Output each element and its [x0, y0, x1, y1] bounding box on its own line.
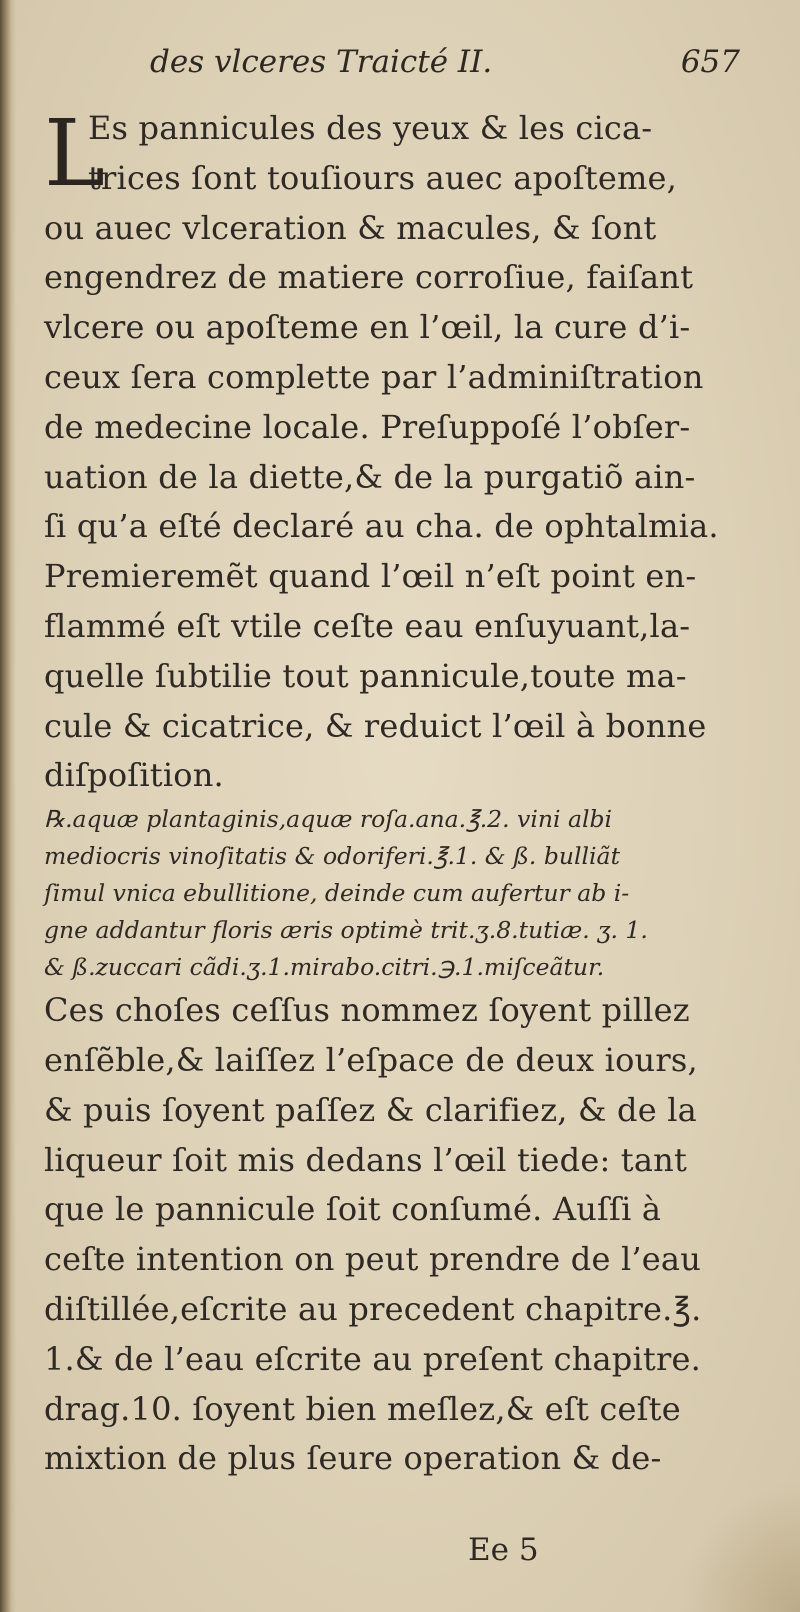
recipe-line: gne addantur floris æris optimè trit.ʒ.8.tutiæ. ʒ. 1. [44, 916, 648, 945]
recipe-line: ſimul vnica ebullitione, deinde cum aufertur ab i- [44, 879, 630, 908]
text-line: & puis ſoyent paſſez & clarifiez, & de la [44, 1090, 697, 1129]
text-line: ſi qu’a eſté declaré au cha. de ophtalmia. [44, 507, 719, 546]
catchword-signature: Ee 5 [468, 1532, 539, 1568]
text-line: diſtillée,eſcrite au precedent chapitre.℥. [44, 1289, 702, 1328]
text-line: de medecine locale. Preſuppoſé l’obſer- [44, 407, 691, 446]
page-number: 657 [680, 44, 740, 80]
drop-cap: L [44, 100, 106, 207]
text-line: ou auec vlceration & macules, & ſont [44, 208, 657, 247]
recipe-line: & ß.zuccari cãdi.ʒ.1.mirabo.citri.℈.1.miſceãtur. [44, 953, 605, 982]
text-line: vlcere ou apoſteme en l’œil, la cure d’i- [44, 308, 691, 347]
body-text [44, 100, 744, 1484]
text-line: ceſte intention on peut prendre de l’eau [44, 1240, 702, 1279]
text-line: engendrez de matiere corroſiue, faiſant [44, 258, 694, 297]
text-line: drag.10. ſoyent bien meſlez,& eſt ceſte [44, 1389, 681, 1428]
text-line: quelle ſubtilie tout pannicule,toute ma- [44, 656, 687, 695]
text-line: que le pannicule ſoit conſumé. Auſſi à [44, 1190, 662, 1229]
text-line: mixtion de plus ſeure operation & de- [44, 1439, 662, 1478]
running-head [150, 44, 740, 90]
text-line: ceux ſera complette par l’adminiſtration [44, 357, 704, 396]
recipe-line: mediocris vinoſitatis & odoriferi.℥.1. & ß. bulliãt [44, 842, 621, 871]
text-line: Ces choſes ceſſus nommez ſoyent pillez [44, 991, 690, 1030]
opening-paragraph [44, 100, 744, 801]
recipe-block [44, 801, 744, 986]
text-line: liqueur ſoit mis dedans l’œil tiede: tant [44, 1140, 688, 1179]
running-title: des vlceres Traicté II. [150, 44, 493, 80]
text-line: uation de la diette,& de la purgatiõ ain- [44, 457, 696, 496]
closing-paragraph [44, 986, 744, 1484]
text-line: diſpoſition. [44, 756, 224, 795]
text-line: cule & cicatrice, & reduict l’œil à bonne [44, 706, 707, 745]
text-line: Es pannicules des yeux & les cica- [88, 109, 653, 147]
text-line: flammé eſt vtile ceſte eau enſuyuant,la- [44, 606, 691, 645]
paper-stain [680, 1482, 800, 1612]
text-line: enſẽble,& laiſſez l’eſpace de deux iours, [44, 1040, 698, 1079]
recipe-line: ℞.aquæ plantaginis,aquæ roſa.ana.℥.2. vini albi [44, 805, 613, 834]
binding-gutter [0, 0, 16, 1612]
text-line: trices ſont touſiours auec apoſteme, [88, 158, 678, 197]
text-line: Premieremẽt quand l’œil n’eſt point en- [44, 557, 697, 596]
text-line: 1.& de l’eau eſcrite au preſent chapitre. [44, 1339, 701, 1378]
